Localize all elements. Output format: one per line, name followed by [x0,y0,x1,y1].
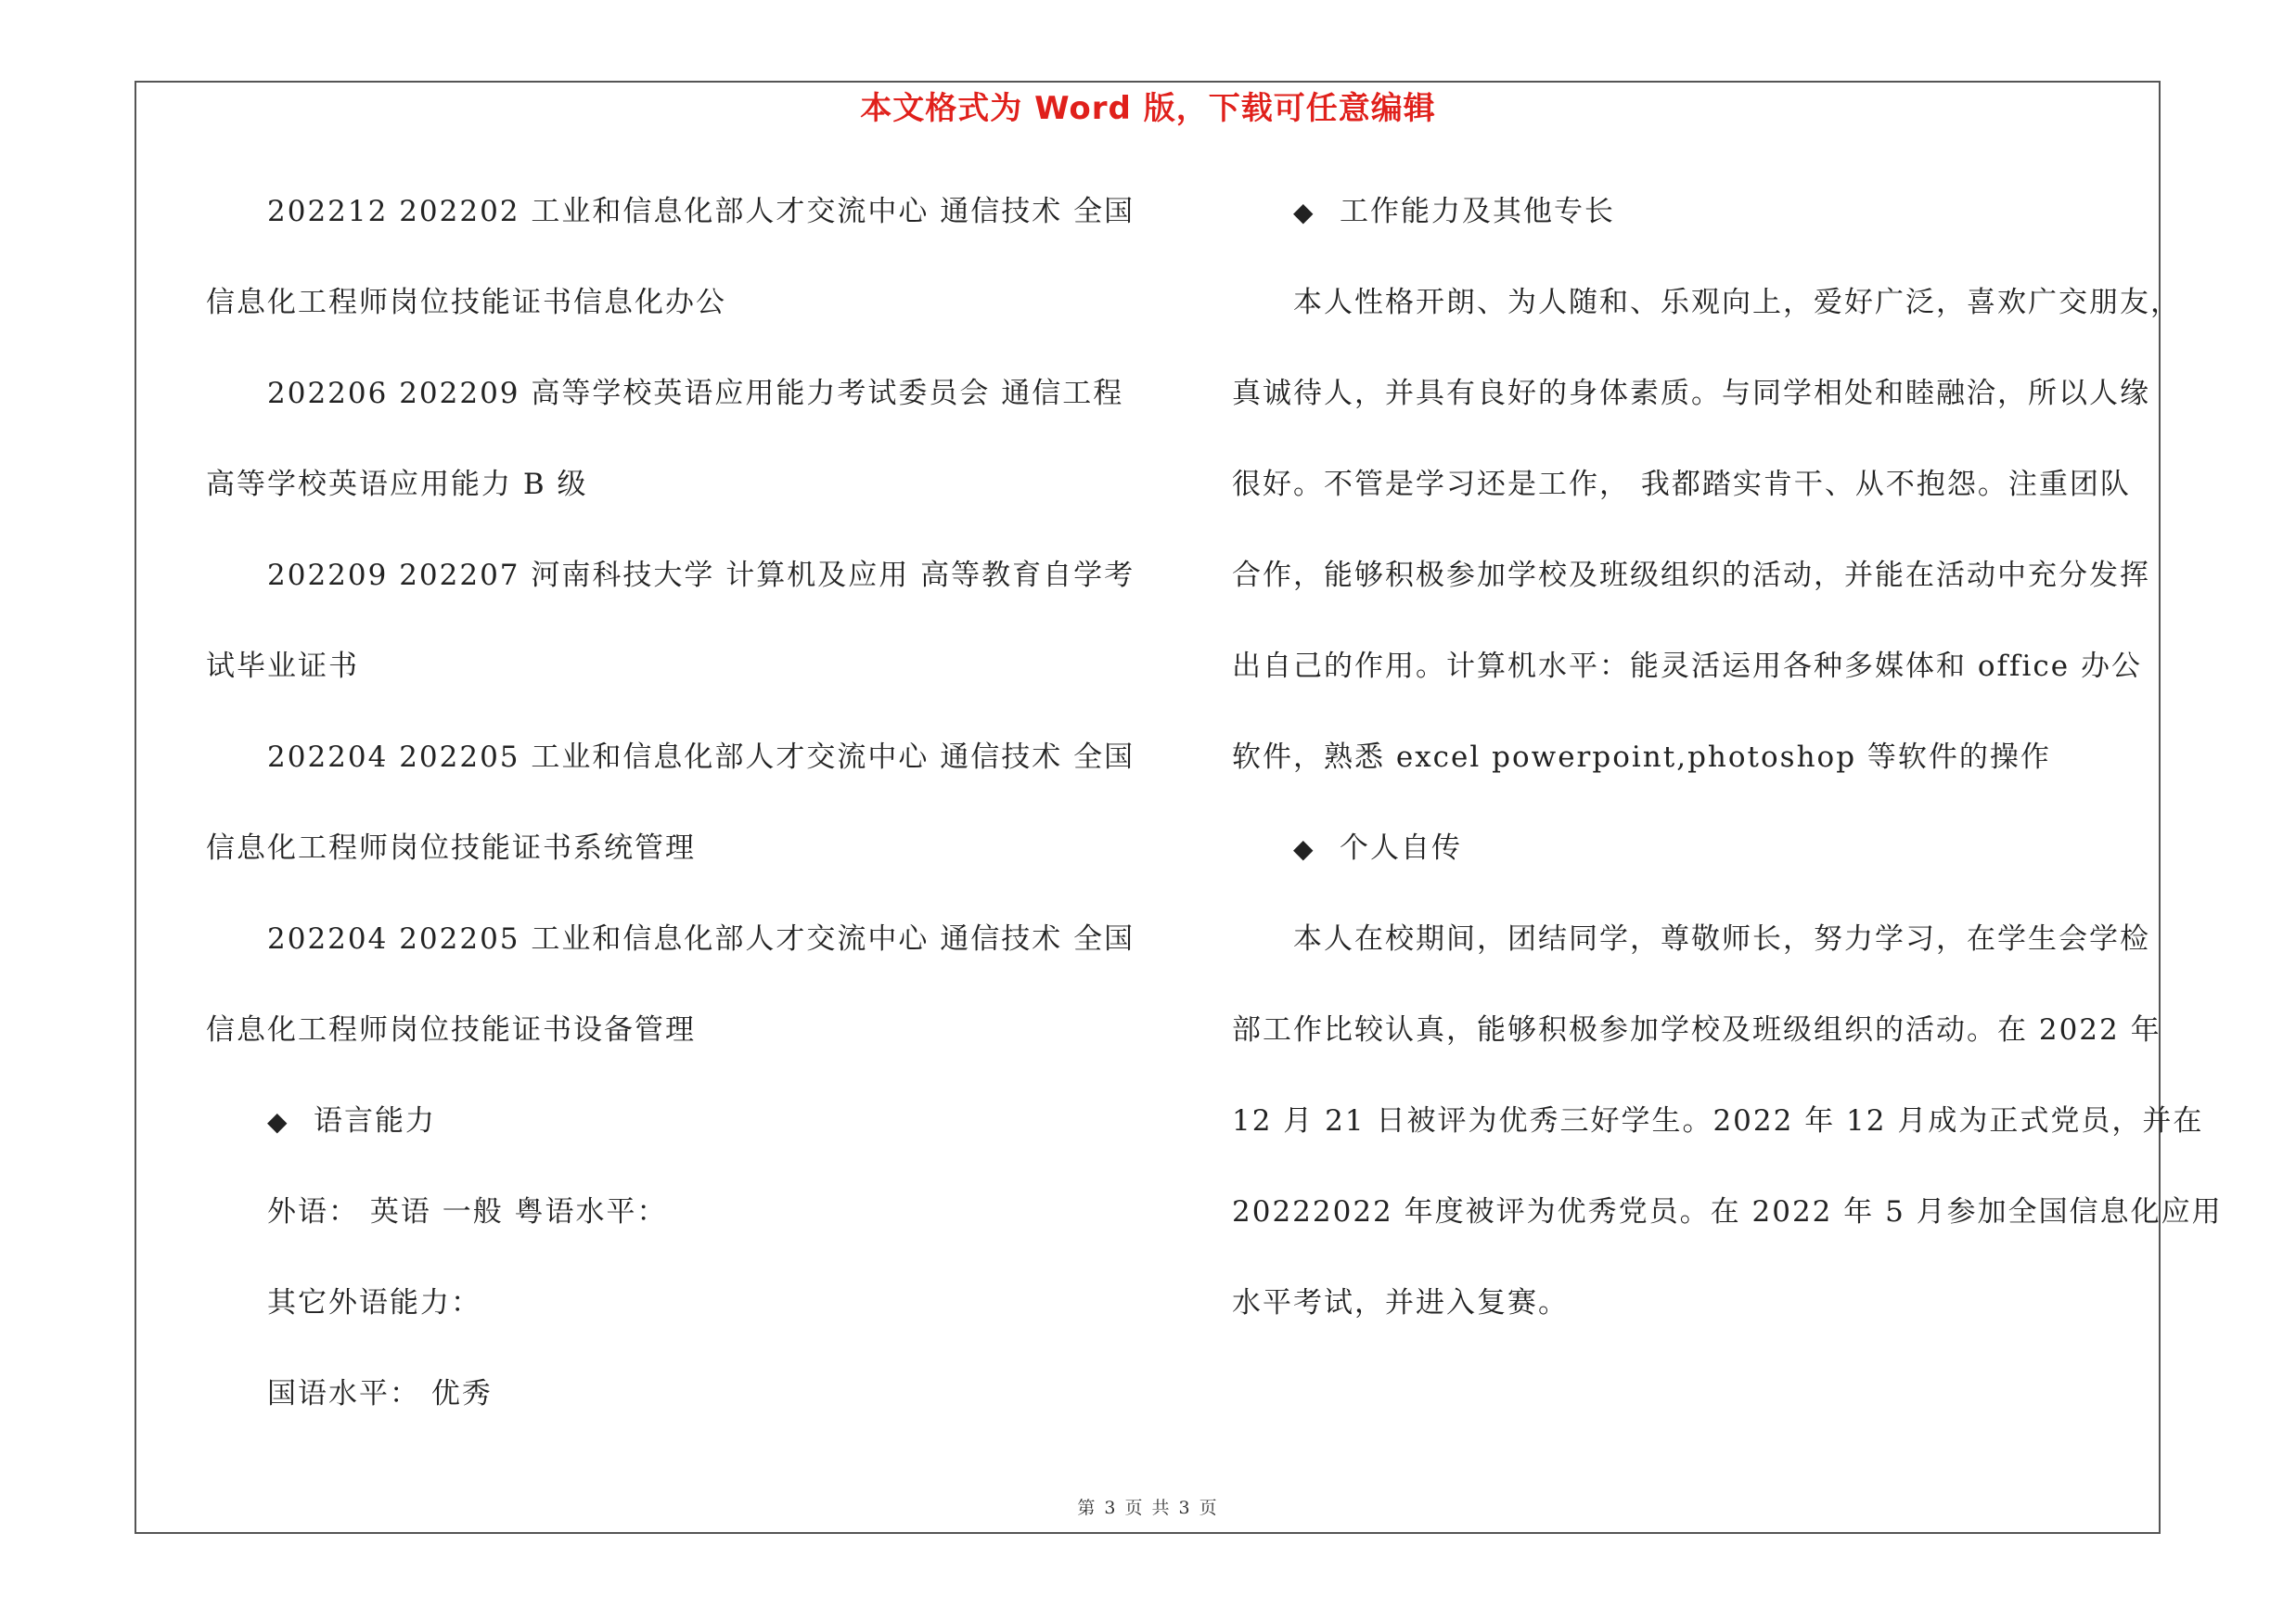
diamond-bullet-icon: ◆ [1293,833,1315,864]
section-heading-skills-text: 工作能力及其他专长 [1340,195,1615,228]
autobiography-line-1: 本人在校期间，团结同学，尊敬师长，努力学习，在学生会学检 [1293,922,2150,956]
cert-entry-4-line-1: 202204 202205 工业和信息化部人才交流中心 通信技术 全国 [267,741,1135,774]
cert-entry-4-line-2: 信息化工程师岗位技能证书系统管理 [206,831,696,865]
right-column [1232,182,2223,1364]
skills-paragraph-line-4: 合作，能够积极参加学校及班级组织的活动，并能在活动中充分发挥 [1232,559,2150,592]
cert-entry-1-line-1: 202212 202202 工业和信息化部人才交流中心 通信技术 全国 [267,195,1135,228]
autobiography-line-4: 20222022 年度被评为优秀党员。在 2022 年 5 月参加全国信息化应用 [1232,1195,2223,1229]
section-heading-skills [1232,182,2178,273]
diamond-bullet-icon: ◆ [267,1106,289,1137]
cert-entry-3-line-2: 试毕业证书 [206,650,359,683]
cert-entry-5-line-1: 202204 202205 工业和信息化部人才交流中心 通信技术 全国 [267,922,1135,956]
autobiography-line-5: 水平考试，并进入复赛。 [1232,1286,1569,1320]
section-heading-autobiography-text: 个人自传 [1340,831,1462,865]
skills-paragraph-line-6: 软件，熟悉 excel powerpoint,photoshop 等软件的操作 [1232,741,2051,774]
section-heading-language-text: 语言能力 [314,1104,436,1138]
diamond-bullet-icon: ◆ [1293,197,1315,227]
section-heading-autobiography [1232,818,2178,909]
other-language-line: 其它外语能力： [267,1286,481,1320]
skills-paragraph-line-1: 本人性格开朗、为人随和、乐观向上，爱好广泛，喜欢广交朋友， [1293,286,2181,319]
autobiography-line-2: 部工作比较认真，能够积极参加学校及班级组织的活动。在 2022 年 [1232,1013,2161,1047]
skills-paragraph-line-2: 真诚待人，并具有良好的身体素质。与同学相处和睦融洽，所以人缘 [1232,377,2150,410]
skills-paragraph-line-3: 很好。不管是学习还是工作， 我都踏实肯干、从不抱怨。注重团队 [1232,468,2131,501]
skills-paragraph-line-5: 出自己的作用。计算机水平：能灵活运用各种多媒体和 office 办公 [1232,650,2142,683]
cert-entry-3-line-1: 202209 202207 河南科技大学 计算机及应用 高等教育自学考 [267,559,1135,592]
foreign-language-line: 外语： 英语 一般 粤语水平： [267,1195,668,1229]
left-column [206,182,1143,1455]
autobiography-line-3: 12 月 21 日被评为优秀三好学生。2022 年 12 月成为正式党员，并在 [1232,1104,2204,1138]
cert-entry-1-line-2: 信息化工程师岗位技能证书信息化办公 [206,286,726,319]
section-heading-language [206,1091,1143,1182]
cert-entry-2-line-1: 202206 202209 高等学校英语应用能力考试委员会 通信工程 [267,377,1124,410]
format-notice-banner: 本文格式为 Word 版，下载可任意编辑 [860,90,1436,127]
cert-entry-2-line-2: 高等学校英语应用能力 B 级 [206,468,588,501]
page-number-footer: 第 3 页 共 3 页 [1077,1498,1219,1518]
cert-entry-5-line-2: 信息化工程师岗位技能证书设备管理 [206,1013,696,1047]
mandarin-level-line: 国语水平： 优秀 [267,1377,493,1410]
